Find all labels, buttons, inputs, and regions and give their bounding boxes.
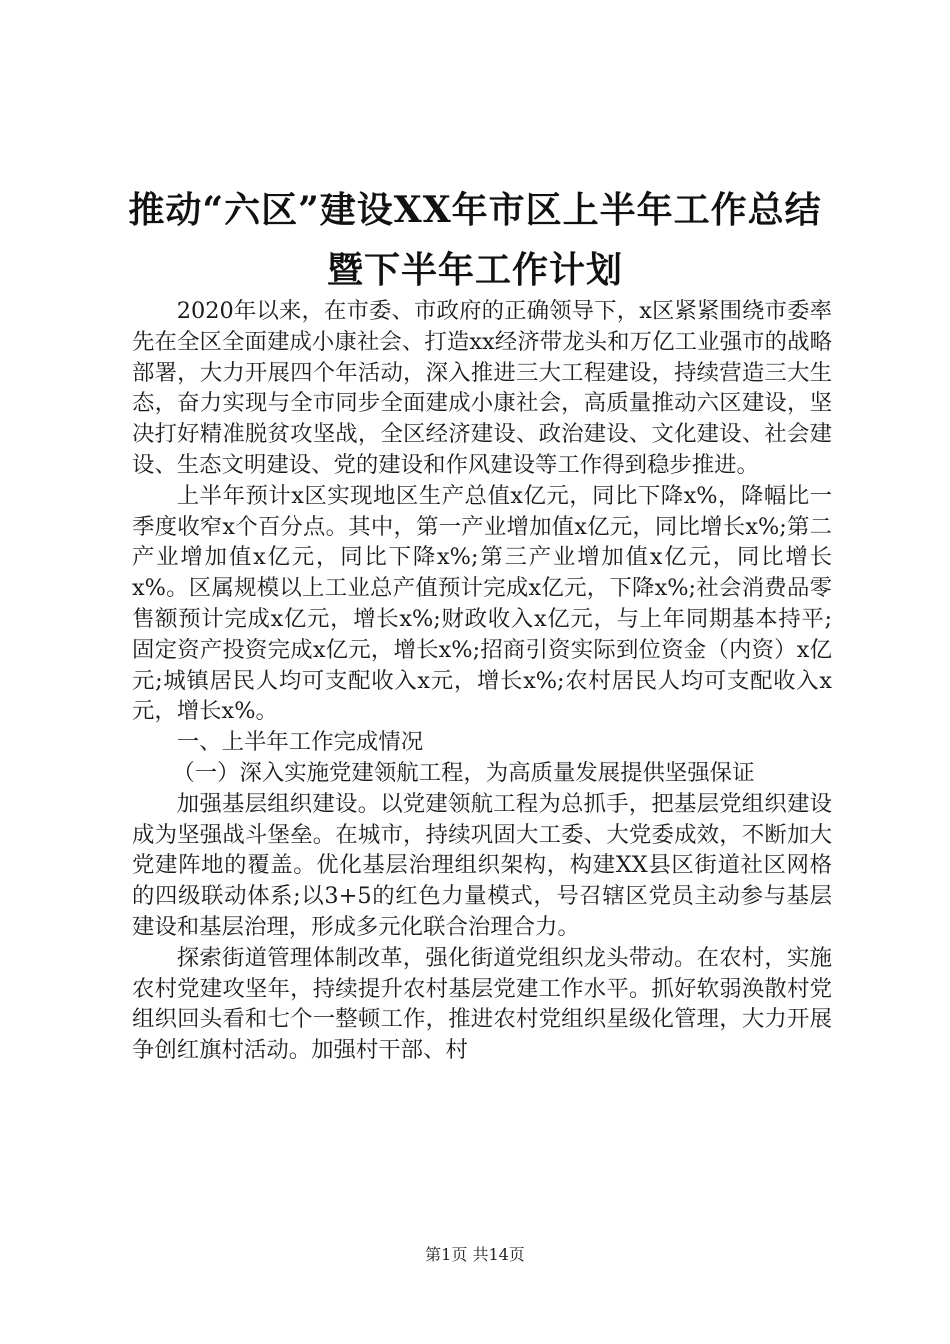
paragraph-street-management: 探索街道管理体制改革，强化街道党组织龙头带动。在农村，实施农村党建攻坚年，持续提升农村基层党建工作水平。抓好软弱涣散村党组织回头看和七个一整顿工作，推进农村党组织星级化管理，大力开展争创红旗村活动。加强村干部、村 (132, 944, 832, 1064)
subsection-heading: （一）深入实施党建领航工程，为高质量发展提供坚强保证 (172, 759, 755, 786)
section-heading: 一、上半年工作完成情况 (176, 729, 424, 756)
document-title-line-2: 暨下半年工作计划 (326, 249, 623, 291)
document-title-line-1: 推动“六区”建设XX年市区上半年工作总结 (128, 189, 822, 231)
paragraph-grassroots-organization: 加强基层组织建设。以党建领航工程为总抓手，把基层党组织建设成为坚强战斗堡垒。在城市，持续巩固大工委、大党委成效，不断加大党建阵地的覆盖。优化基层治理组织架构，构建XX县区街道社区网格的四级联动体系;以3+5的红色力量模式，号召辖区党员主动参与基层建设和基层治理，形成多元化联合治理合力。 (132, 790, 832, 940)
paragraph-intro: 2020年以来，在市委、市政府的正确领导下，x区紧紧围绕市委率先在全区全面建成小康社会、打造xx经济带龙头和万亿工业强市的战略部署，大力开展四个年活动，深入推进三大工程建设，持续营造三大生态，奋力实现与全市同步全面建成小康社会，高质量推动六区建设，坚决打好精准脱贫攻坚战，全区经济建设、政治建设、文化建设、社会建设、生态文明建设、党的建设和作风建设等工作得到稳步推进。 (132, 298, 832, 478)
page-number-footer: 第1页 共14页 (425, 1245, 525, 1264)
paragraph-economic-summary: 上半年预计x区实现地区生产总值x亿元，同比下降x%，降幅比一季度收窄x个百分点。其中，第一产业增加值x亿元，同比增长x%;第二产业增加值x亿元，同比下降x%;第三产业增加值x亿元，同比增长x%。区属规模以上工业总产值预计完成x亿元，下降x%;社会消费品零售额预计完成x亿元，增长x%;财政收入x亿元，与上年同期基本持平;固定资产投资完成x亿元，增长x%;招商引资实际到位资金（内资）x亿元;城镇居民人均可支配收入x元，增长x%;农村居民人均可支配收入x元，增长x%。 (132, 482, 832, 725)
document-body (132, 296, 832, 1066)
